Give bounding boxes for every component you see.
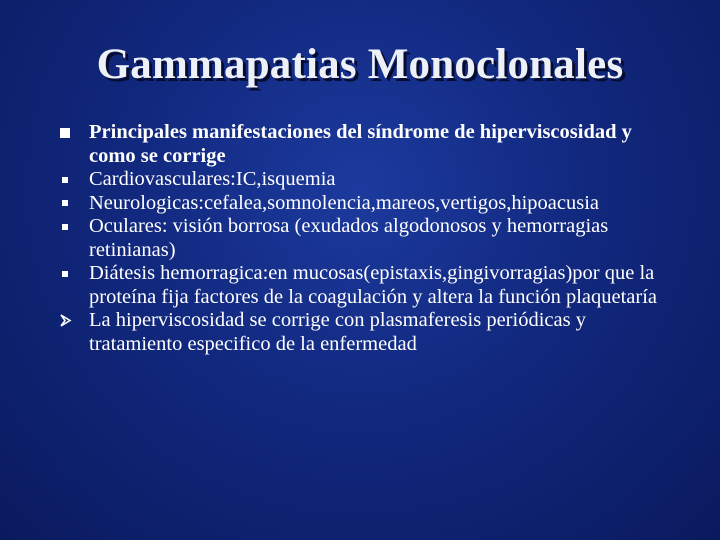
bullet-text: Neurologicas:cefalea,somnolencia,mareos,vertigos,hipoacusia [89,191,600,214]
slide-title: Gammapatias Monoclonales [96,41,624,88]
bullet-text: La hiperviscosidad se corrige con plasmaferesis periódicas y tratamiento especifico de la enfermedad [89,309,586,355]
bullet-item [55,309,665,356]
bullet-text: Principales manifestaciones del síndrome de hiperviscosidad y como se corrige [89,121,632,167]
small-square-bullet-icon [58,168,72,192]
bullet-item [55,168,665,192]
bullet-item [55,192,665,216]
bullet-item [55,121,665,168]
small-square-bullet-icon [58,215,72,239]
arrow-bullet-icon [58,309,72,333]
small-square-bullet-icon [58,262,72,286]
square-bullet-icon [58,121,72,145]
bullet-item [55,262,665,309]
bullet-text: Oculares: visión borrosa (exudados algodonosos y hemorragias retinianas) [89,215,609,261]
small-square-bullet-icon [58,192,72,216]
bullet-item [55,215,665,262]
bullet-list [55,121,665,356]
bullet-text: Diátesis hemorragica:en mucosas(epistaxis,gingivorragias)por que la proteína fija factores de la coagulación y altera la función plaquetaría [89,262,658,308]
bullet-text: Cardiovasculares:IC,isquemia [89,168,336,190]
